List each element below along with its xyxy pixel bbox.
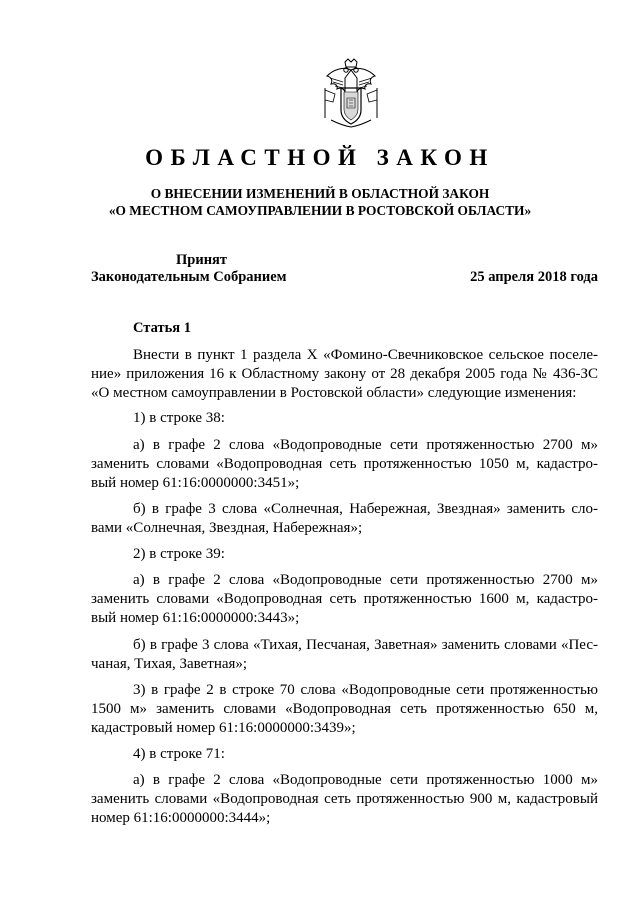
body-line: 1500 м» заменить словами «Водопроводная сеть протяженностью 650 м, — [91, 701, 598, 717]
body-line: заменить словами «Водопроводная сеть протяженностью 900 м, кадастровый — [91, 791, 598, 807]
body-line: номер 61:16:0000000:3444»; — [91, 810, 271, 826]
body-line: 4) в строке 71: — [133, 746, 225, 762]
body-line: б) в графе 3 слова «Тихая, Песчаная, Заветная» заменить словами «Пес- — [133, 637, 598, 653]
body-line: чаная, Тихая, Заветная»; — [91, 656, 248, 672]
law-type-heading: ОБЛАСТНОЙ ЗАКОН — [145, 145, 495, 170]
body-line: а) в графе 2 слова «Водопроводные сети протяженностью 1000 м» — [133, 772, 598, 788]
adopted-label: Принят — [176, 252, 228, 268]
article-heading: Статья 1 — [133, 320, 191, 336]
body-line: кадастровый номер 61:16:0000000:3439»; — [91, 720, 356, 736]
body-line: заменить словами «Водопроводная сеть протяженностью 1600 м, кадастро- — [91, 591, 598, 607]
coat-of-arms-icon — [321, 58, 381, 130]
body-line: «О местном самоуправлении в Ростовской области» следующие изменения: — [91, 385, 577, 401]
body-line: б) в графе 3 слова «Солнечная, Набережная, Звездная» заменить сло- — [133, 501, 598, 517]
body-line: а) в графе 2 слова «Водопроводные сети протяженностью 2700 м» — [133, 437, 598, 453]
body-line: 1) в строке 38: — [133, 410, 225, 426]
body-line: ние» приложения 16 к Областному закону от 28 декабря 2005 года № 436-ЗС — [91, 366, 598, 382]
body-line: Внести в пункт 1 раздела X «Фомино-Свечниковское сельское поселе- — [133, 347, 598, 363]
body-line: вами «Солнечная, Звездная, Набережная»; — [91, 520, 363, 536]
adoption-date: 25 апреля 2018 года — [470, 269, 598, 285]
body-line: вый номер 61:16:0000000:3451»; — [91, 475, 300, 491]
body-line: вый номер 61:16:0000000:3443»; — [91, 610, 300, 626]
body-line: заменить словами «Водопроводная сеть протяженностью 1050 м, кадастро- — [91, 456, 598, 472]
body-line: 2) в строке 39: — [133, 546, 225, 562]
adopted-by: Законодательным Собранием — [91, 269, 287, 285]
body-line: 3) в графе 2 в строке 70 слова «Водопроводные сети протяженностью — [133, 682, 598, 698]
law-title-line-2: «О МЕСТНОМ САМОУПРАВЛЕНИИ В РОСТОВСКОЙ ОБЛАСТИ» — [108, 203, 532, 218]
law-title-line-1: О ВНЕСЕНИИ ИЗМЕНЕНИЙ В ОБЛАСТНОЙ ЗАКОН — [150, 186, 490, 201]
body-line: а) в графе 2 слова «Водопроводные сети протяженностью 2700 м» — [133, 572, 598, 588]
